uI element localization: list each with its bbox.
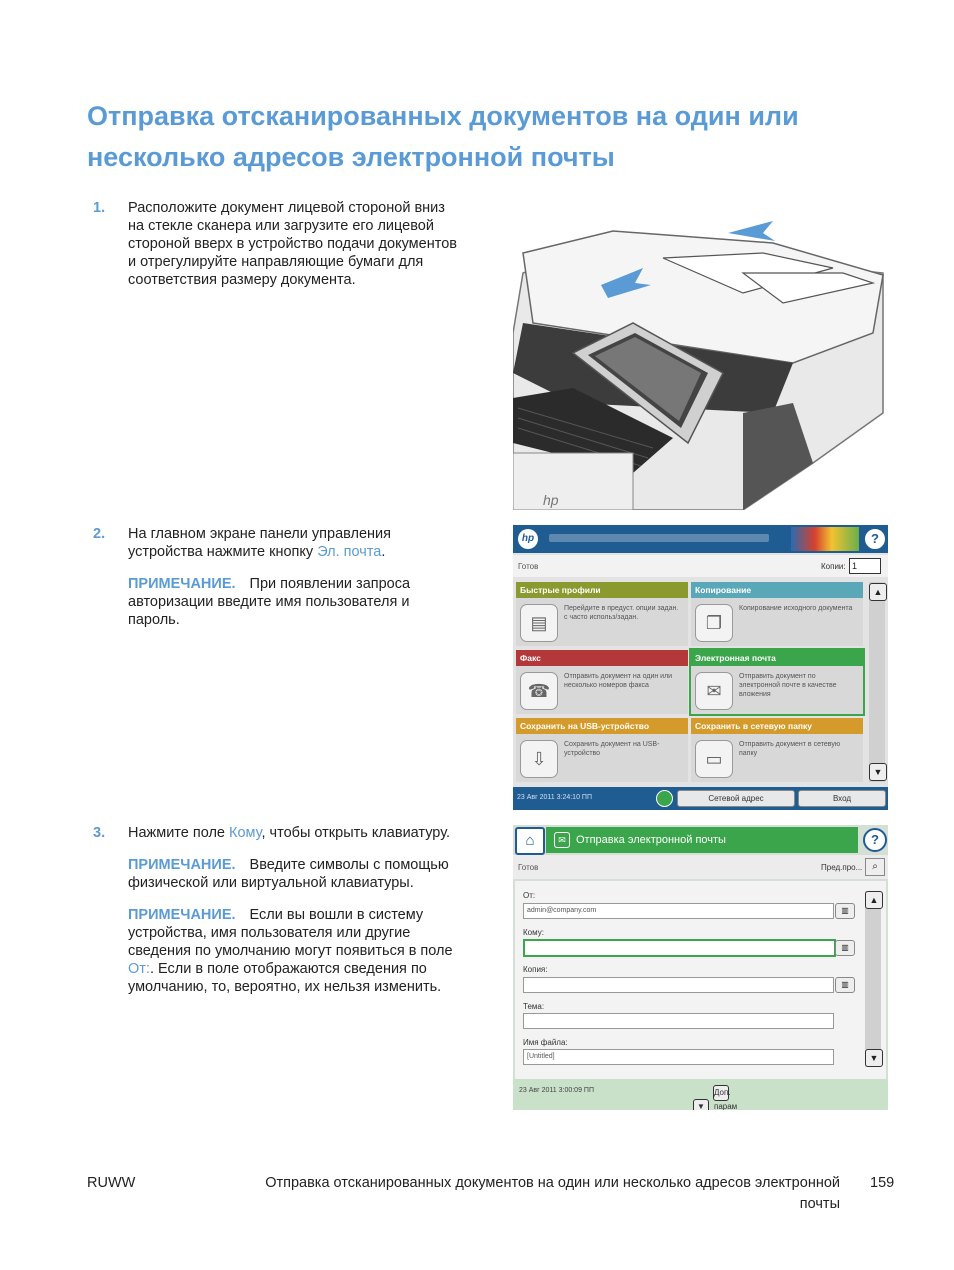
- email-icon: ✉: [695, 672, 733, 710]
- preview-label: Пред.про...: [821, 863, 863, 872]
- tile-save-network[interactable]: [691, 718, 863, 782]
- from-field[interactable]: admin@company.com: [523, 903, 834, 919]
- note: ПРИМЕЧАНИЕ. При появлении запроса авторизации введите имя пользователя и пароль.: [128, 576, 411, 628]
- hp-logo-icon: hp: [518, 529, 538, 549]
- tile-save-usb[interactable]: [516, 718, 688, 782]
- address-book-icon[interactable]: ▥: [835, 903, 855, 919]
- preview-magnifier-icon[interactable]: ⌕: [865, 858, 885, 876]
- tile-title: Факс: [516, 650, 688, 666]
- more-options-button[interactable]: ▼Доп. парам: [693, 1085, 733, 1110]
- step-number: 1.: [93, 200, 106, 216]
- note: ПРИМЕЧАНИЕ. Введите символы с помощью физической или виртуальной клавиатуры.: [128, 857, 449, 891]
- status-bar: [513, 855, 888, 879]
- footer-left: RUWW: [87, 1175, 136, 1191]
- note-label: ПРИМЕЧАНИЕ.: [128, 907, 236, 923]
- note: ПРИМЕЧАНИЕ. Если вы вошли в систему устройства, имя пользователя или другие сведения по умолчанию могут появиться в поле От:. Если в поле отображаются сведения по умолчанию, то, вероятно, их нельзя изменить.: [128, 907, 453, 995]
- subject-label: Тема:: [523, 1002, 545, 1011]
- bottom-bar: [513, 1079, 888, 1110]
- email-screen: [513, 825, 888, 1110]
- tile-title: Копирование: [691, 582, 863, 598]
- to-field-link: Кому: [229, 825, 262, 841]
- filename-label: Имя файла:: [523, 1038, 568, 1047]
- scroll-down-icon[interactable]: ▼: [869, 763, 887, 781]
- network-address-button[interactable]: Сетевой адрес: [677, 790, 795, 807]
- tile-copy[interactable]: [691, 582, 863, 646]
- tile-quick-sets[interactable]: [516, 582, 688, 646]
- fax-icon: ☎: [520, 672, 558, 710]
- status-text: Готов: [518, 562, 539, 571]
- scroll-down-icon[interactable]: ▼: [865, 1049, 883, 1067]
- bottom-bar: [513, 787, 888, 810]
- scroll-up-icon[interactable]: ▲: [865, 891, 883, 909]
- top-bar: [513, 525, 888, 553]
- step-number: 3.: [93, 825, 106, 841]
- page-title: [87, 96, 887, 178]
- status-icon[interactable]: [656, 790, 673, 807]
- tile-desc: Отправить документ по электронной почте в качестве вложения: [739, 673, 837, 698]
- tile-desc: Отправить документ в сетевую папку: [739, 741, 841, 757]
- address-book-icon[interactable]: ▥: [835, 977, 855, 993]
- screen-title: ✉ Отправка электронной почты: [546, 827, 858, 853]
- status-text: Готов: [518, 863, 539, 872]
- tile-title: Электронная почта: [691, 650, 863, 666]
- datetime: 23 Авг 2011 3:00:09 ПП: [519, 1087, 594, 1094]
- usb-icon: ⇩: [520, 740, 558, 778]
- copy-icon: ❐: [695, 604, 733, 642]
- help-icon[interactable]: ?: [863, 828, 887, 852]
- printer-illustration: [513, 213, 885, 510]
- from-label: От:: [523, 891, 536, 900]
- step-text: На главном экране панели управления устройства нажмите кнопку Эл. почта.: [128, 526, 391, 560]
- printer-drawing: [513, 213, 885, 510]
- tile-desc: Копирование исходного документа: [739, 605, 853, 612]
- tile-title: Сохранить в сетевую папку: [691, 718, 863, 734]
- note-label: ПРИМЕЧАНИЕ.: [128, 857, 236, 873]
- svg-text:hp: hp: [543, 492, 559, 508]
- scroll-up-icon[interactable]: ▲: [869, 583, 887, 601]
- cc-field[interactable]: [523, 977, 834, 993]
- tile-email[interactable]: [691, 650, 863, 714]
- filename-field[interactable]: [Untitled]: [523, 1049, 834, 1065]
- status-bar: [513, 555, 888, 577]
- step-number: 2.: [93, 526, 106, 542]
- datetime: 23 Авг 2011 3:24:10 ПП: [517, 794, 592, 801]
- page-number: 159: [870, 1175, 895, 1191]
- tile-fax[interactable]: [516, 650, 688, 714]
- subject-field[interactable]: [523, 1013, 834, 1029]
- help-icon[interactable]: ?: [863, 527, 887, 551]
- email-link: Эл. почта: [317, 544, 382, 560]
- note-label: ПРИМЕЧАНИЕ.: [128, 576, 236, 592]
- email-form: [515, 881, 886, 1079]
- device-name-blur: [549, 534, 769, 542]
- scrollbar[interactable]: [869, 582, 885, 782]
- tile-desc: Отправить документ на один или несколько номеров факса: [564, 673, 673, 689]
- tile-desc: Сохранить документ на USB-устройство: [564, 741, 660, 757]
- to-field[interactable]: [523, 939, 836, 957]
- from-field-link: От:: [128, 961, 150, 977]
- clipboard-icon: ▤: [520, 604, 558, 642]
- page-title-line-1: Отправка отсканированных документов на один или: [87, 101, 799, 131]
- folder-icon: ▭: [695, 740, 733, 778]
- tile-title: Быстрые профили: [516, 582, 688, 598]
- tile-desc: Перейдите в предуст. опции задан. с часто использ/задан.: [564, 605, 679, 621]
- email-app-icon: ✉: [554, 832, 570, 848]
- copies-input[interactable]: 1: [849, 558, 881, 574]
- copies-label: Копии:: [821, 562, 846, 571]
- home-screen: [513, 525, 888, 810]
- chevron-down-icon: ▼: [693, 1099, 709, 1110]
- sign-in-button[interactable]: Вход: [798, 790, 886, 807]
- tile-title: Сохранить на USB-устройство: [516, 718, 688, 734]
- address-book-icon[interactable]: ▥: [835, 940, 855, 956]
- page-title-line-2: несколько адресов электронной почты: [87, 142, 615, 172]
- step-text: Нажмите поле Кому, чтобы открыть клавиатуру.: [128, 825, 451, 841]
- step-text: Расположите документ лицевой стороной вниз на стекле сканера или загрузите его лицевой стороной вверх в устройство подачи документов и отрегулируйте направляющие бумаги для соответствия размеру документа.: [128, 200, 457, 288]
- balloons-icon: [791, 527, 859, 551]
- footer-center: Отправка отсканированных документов на один или несколько адресов электронной почты: [265, 1175, 840, 1212]
- cc-label: Копия:: [523, 965, 548, 974]
- home-icon[interactable]: ⌂: [515, 827, 545, 855]
- scrollbar[interactable]: [865, 891, 881, 1067]
- to-label: Кому:: [523, 928, 544, 937]
